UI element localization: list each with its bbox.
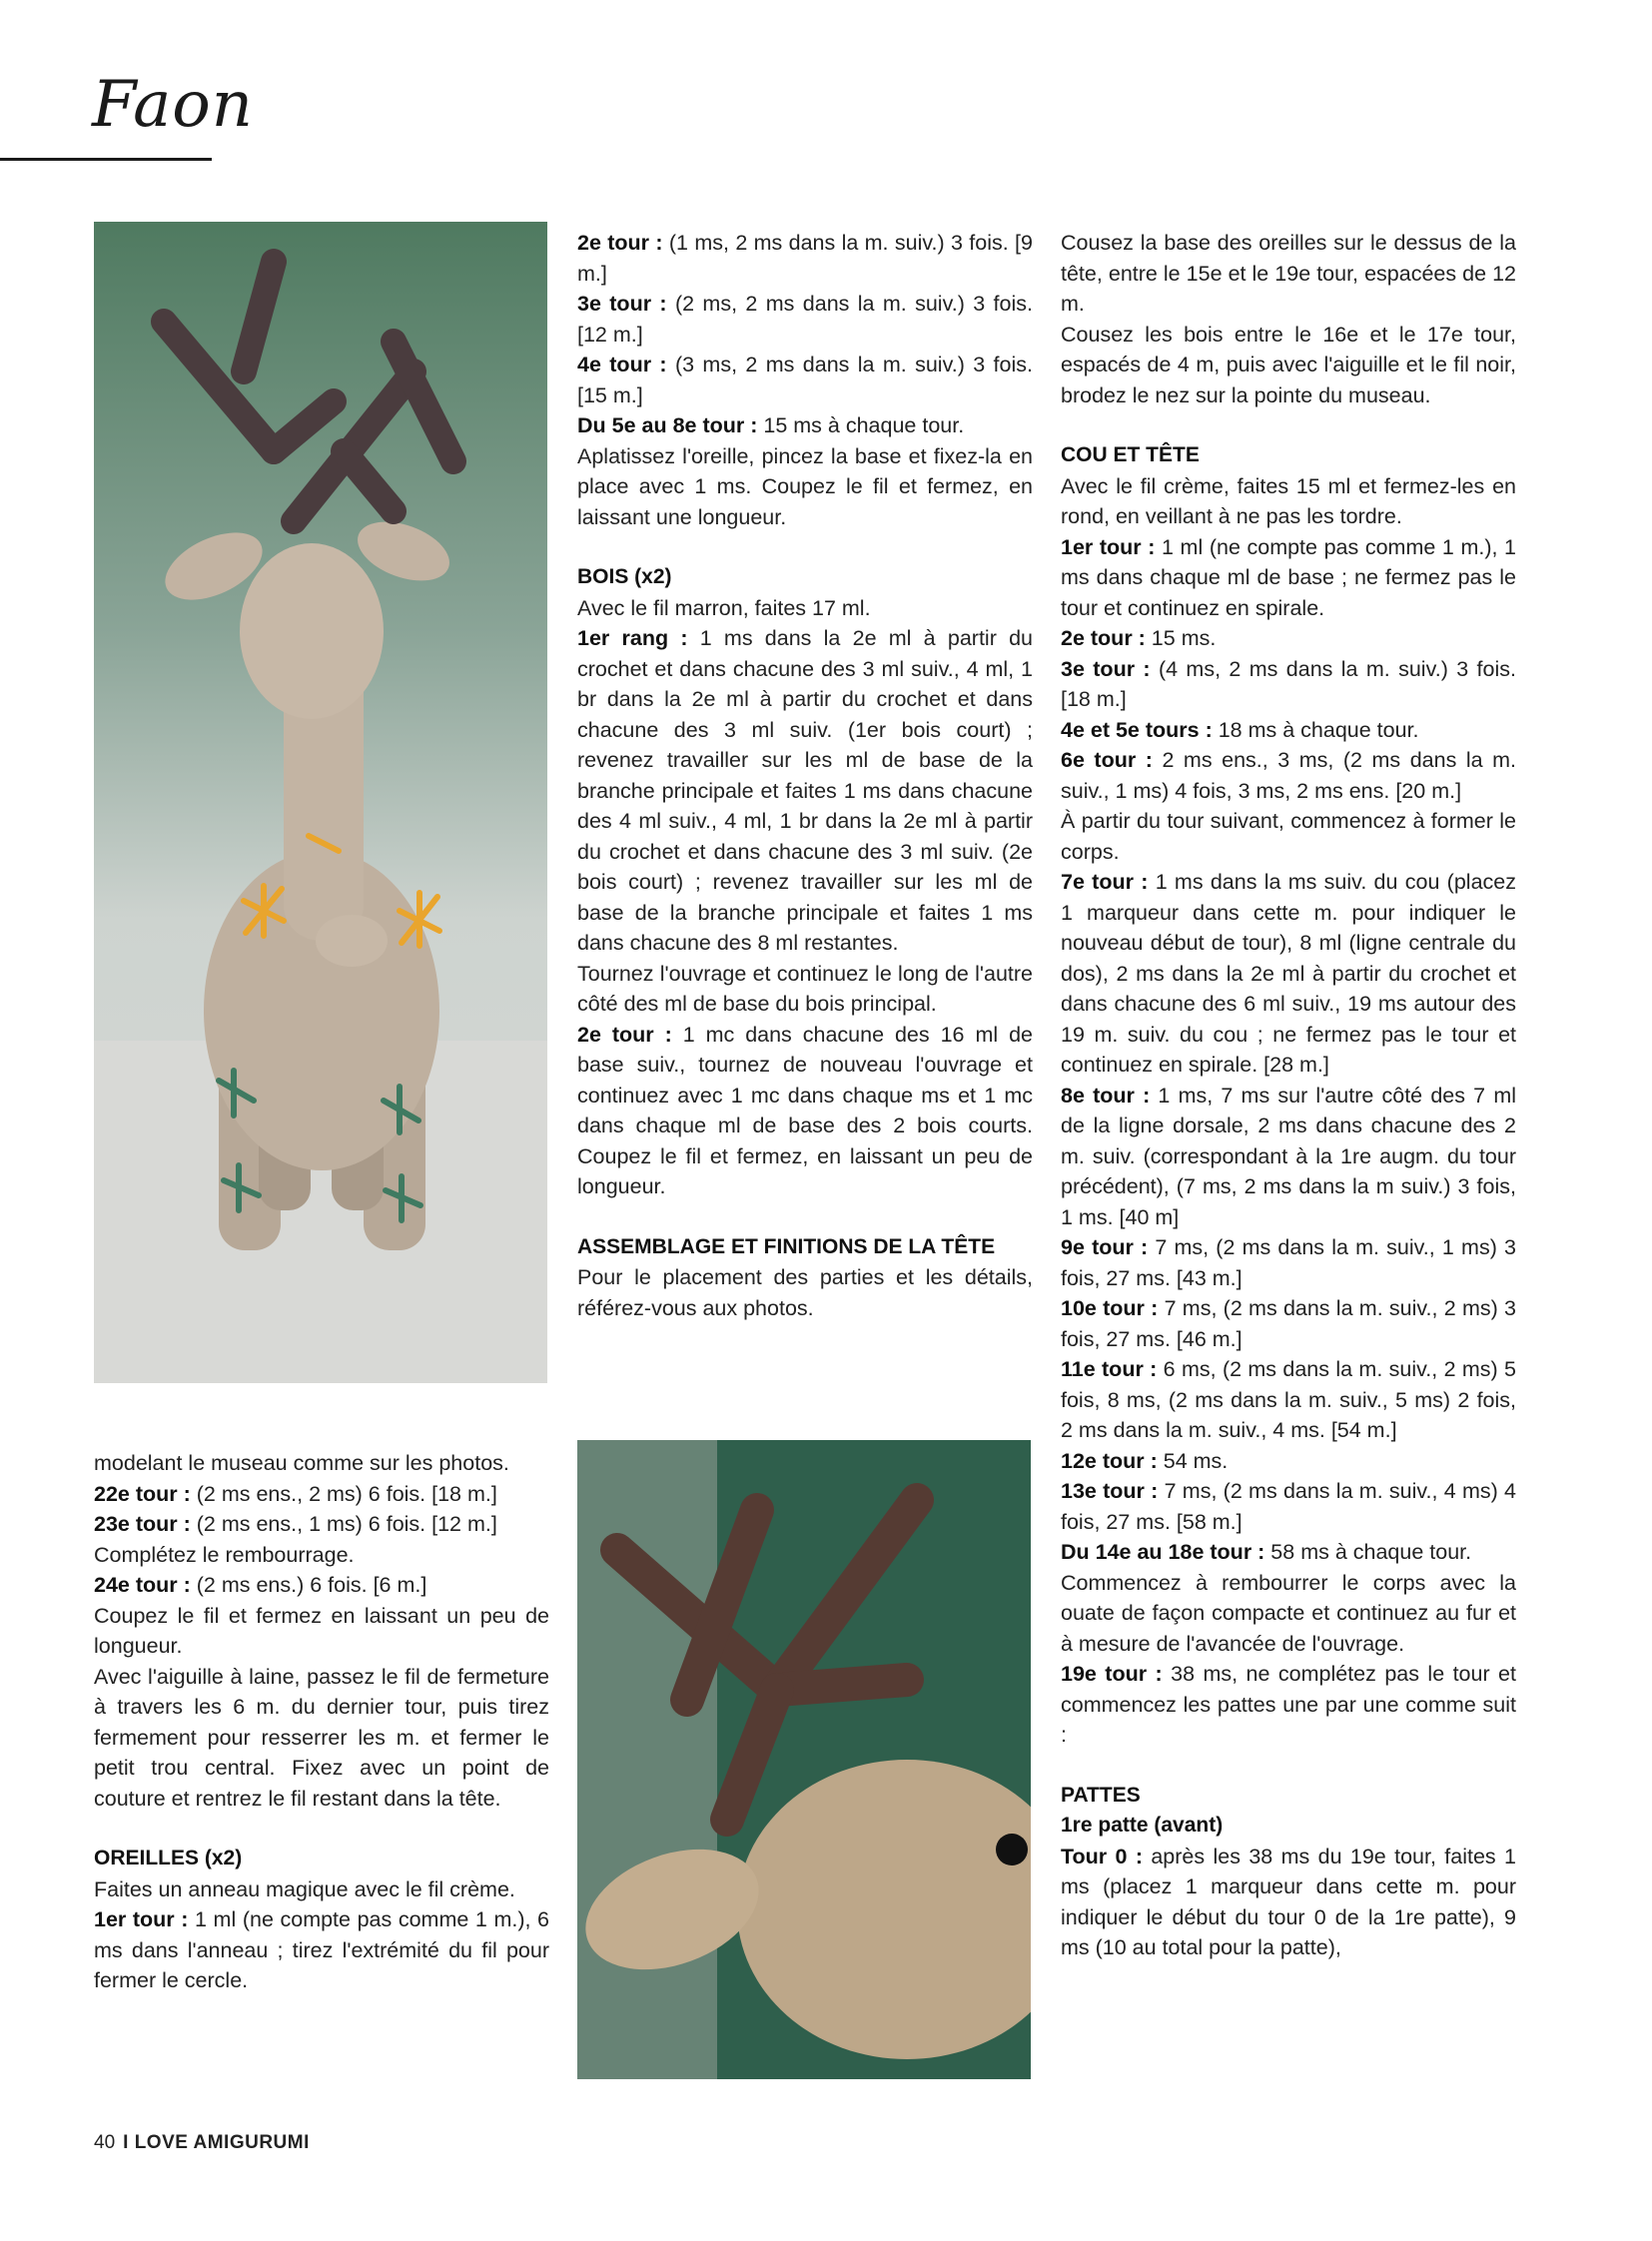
text-column-3: [1061, 228, 1516, 1963]
section-heading: COU ET TÊTE: [1061, 443, 1200, 466]
instruction-paragraph: [1061, 1842, 1516, 1963]
instruction-label: Du 5e au 8e tour :: [577, 413, 758, 437]
instruction-text: Pour le placement des parties et les détails, référez-vous aux photos.: [577, 1265, 1033, 1320]
instruction-label: 1er rang :: [577, 626, 688, 650]
instruction-label: 8e tour :: [1061, 1083, 1151, 1108]
instruction-text: 1 ms, 7 ms sur l'autre côté des 7 ml de la ligne dorsale, 2 ms dans chacune des 2 m. suiv. (correspondant à la 1re augm. du tour précédent), (7 ms, 2 ms dans la m suiv.) 3 fois, 1 ms. [40 m]: [1061, 1083, 1516, 1229]
instruction-label: 1er tour :: [1061, 534, 1156, 559]
instruction-paragraph: [577, 593, 1033, 624]
instruction-paragraph: [1061, 532, 1516, 624]
instruction-text: 38 ms, ne complétez pas le tour et commencez les pattes une par une comme suit :: [1061, 1662, 1516, 1747]
instruction-text: 15 ms à chaque tour.: [757, 413, 965, 437]
paragraph-gap: [577, 1202, 1033, 1232]
instruction-paragraph: [1061, 1568, 1516, 1660]
main-photo: [94, 222, 547, 1383]
instruction-text: Cousez la base des oreilles sur le dessus de la tête, entre le 15e et le 19e tour, espacées de 12 m.: [1061, 231, 1516, 316]
instruction-text: après les 38 ms du 19e tour, faites 1 ms (placez 1 marqueur dans cette m. pour indiquer le début du tour 0 de la 1re patte), 9 ms (10 au total pour la patte),: [1061, 1844, 1516, 1959]
instruction-paragraph: [94, 1509, 549, 1540]
instruction-text: Avec le fil marron, faites 17 ml.: [577, 595, 871, 620]
paragraph-gap: [577, 532, 1033, 562]
section-heading: OREILLES (x2): [94, 1847, 243, 1869]
instruction-paragraph: [1061, 228, 1516, 320]
instruction-text: Coupez le fil et fermez en laissant un peu de longueur.: [94, 1603, 549, 1658]
instruction-label: 10e tour :: [1061, 1296, 1159, 1320]
fawn-illustration: [94, 222, 547, 1383]
instruction-label: 22e tour :: [94, 1481, 191, 1506]
instruction-text: (2 ms ens., 1 ms) 6 fois. [12 m.]: [190, 1512, 497, 1536]
instruction-text: Commencez à rembourrer le corps avec la ouate de façon compacte et continuez au fur et à mesure de l'avancée de l'ouvrage.: [1061, 1570, 1516, 1656]
instruction-paragraph: [1061, 1354, 1516, 1446]
instruction-text: 1 ml (ne compte pas comme 1 m.), 6 ms dans l'anneau ; tirez l'extrémité du fil pour fermer le cercle.: [94, 1907, 550, 1992]
instruction-paragraph: [94, 1479, 549, 1510]
instruction-label: 3e tour :: [577, 292, 667, 316]
instruction-label: Du 14e au 18e tour :: [1061, 1540, 1265, 1564]
instruction-text: Cousez les bois entre le 16e et le 17e tour, espacés de 4 m, puis avec l'aiguille et le fil noir, brodez le nez sur la pointe du museau.: [1061, 322, 1516, 407]
instruction-paragraph: [94, 1570, 549, 1601]
instruction-paragraph: [577, 959, 1033, 1020]
instruction-paragraph: [577, 289, 1033, 350]
instruction-text: 1 ms dans la 2e ml à partir du crochet et dans chacune des 3 ml suiv., 4 ml, 1 br dans la 2e ml à partir du crochet et dans chacune des 3 ml suiv. (1er bois court) ; revenez travailler sur les ml de base de la branche principale et faites 1 ms dans chacune des 4 ml suiv., 4 ml, 1 br dans la 2e ml à partir du crochet et dans chacune des 3 ml suiv. (2e bois court) ; revenez travailler sur les ml de base de la branche principale et faites 1 ms dans chacune des 8 ml restantes.: [577, 626, 1033, 955]
page-number: 40: [94, 2132, 116, 2153]
instruction-label: 3e tour :: [1061, 656, 1151, 681]
instruction-paragraph: [94, 1601, 549, 1662]
page-footer: [94, 2132, 310, 2154]
text-column-1: [94, 1448, 549, 1996]
instruction-paragraph: [577, 1262, 1033, 1323]
instruction-text: Aplatissez l'oreille, pincez la base et fixez-la en place avec 1 ms. Coupez le fil et fermez, en laissant une longueur.: [577, 443, 1033, 529]
instruction-label: 2e tour :: [577, 1022, 672, 1047]
instruction-text: (4 ms, 2 ms dans la m. suiv.) 3 fois. [18 m.]: [1061, 656, 1516, 711]
paragraph-gap: [94, 1814, 549, 1844]
detail-photo: [577, 1440, 1031, 2079]
instruction-label: 4e et 5e tours :: [1061, 717, 1213, 742]
instruction-paragraph: [577, 228, 1033, 289]
instruction-paragraph: [577, 1020, 1033, 1202]
instruction-paragraph: [1061, 1659, 1516, 1751]
instruction-label: 12e tour :: [1061, 1448, 1158, 1473]
instruction-paragraph: [1061, 1081, 1516, 1233]
section-heading: BOIS (x2): [577, 565, 672, 588]
instruction-paragraph: [1061, 1537, 1516, 1568]
magazine-name: I LOVE AMIGURUMI: [123, 2132, 310, 2153]
instruction-paragraph: [1061, 745, 1516, 806]
instruction-text: Faites un anneau magique avec le fil crème.: [94, 1876, 515, 1901]
instruction-text: 1 mc dans chacune des 16 ml de base suiv., tournez de nouveau l'ouvrage et continuez avec 1 mc dans chaque ms et 1 mc dans chaque ml de base des 2 bois courts. Coupez le fil et fermez, en laissant un peu de longueur.: [577, 1022, 1033, 1198]
section-heading: ASSEMBLAGE ET FINITIONS DE LA TÊTE: [577, 1234, 996, 1258]
page-title: Faon: [92, 68, 254, 142]
instruction-paragraph: [1061, 623, 1516, 654]
instruction-text: Avec le fil crème, faites 15 ml et fermez-les en rond, en veillant à ne pas les tordre.: [1061, 473, 1516, 528]
instruction-text: (2 ms ens., 2 ms) 6 fois. [18 m.]: [190, 1481, 497, 1506]
instruction-paragraph: [1061, 806, 1516, 867]
instruction-text: Tournez l'ouvrage et continuez le long de l'autre côté des ml de base du bois principal.: [577, 961, 1033, 1016]
instruction-label: 7e tour :: [1061, 870, 1149, 894]
instruction-paragraph: [1061, 320, 1516, 411]
instruction-paragraph: [1061, 1293, 1516, 1354]
instruction-label: 19e tour :: [1061, 1662, 1163, 1686]
instruction-label: 24e tour :: [94, 1573, 191, 1597]
instruction-text: (1 ms, 2 ms dans la m. suiv.) 3 fois. [9 m.]: [577, 231, 1033, 286]
instruction-label: 4e tour :: [577, 353, 667, 376]
instruction-paragraph: [94, 1874, 549, 1905]
instruction-label: 2e tour :: [577, 231, 663, 255]
instruction-label: Tour 0 :: [1061, 1844, 1143, 1868]
instruction-text: Avec l'aiguille à laine, passez le fil de fermeture à travers les 6 m. du dernier tour, puis tirez fermement pour resserrer les m. et fermer le petit trou central. Fixez avec un point de couture et rentrez le fil restant dans la tête.: [94, 1664, 549, 1811]
instruction-label: 2e tour :: [1061, 626, 1146, 650]
instruction-text: 7 ms, (2 ms dans la m. suiv., 1 ms) 3 fois, 27 ms. [43 m.]: [1061, 1235, 1516, 1290]
instruction-label: 13e tour :: [1061, 1479, 1159, 1503]
instruction-text: (2 ms ens.) 6 fois. [6 m.]: [190, 1573, 427, 1597]
instruction-paragraph: [1061, 1446, 1516, 1477]
instruction-paragraph: [94, 1662, 549, 1815]
instruction-text: (3 ms, 2 ms dans la m. suiv.) 3 fois. [15 m.]: [577, 353, 1033, 407]
paragraph-gap: [1061, 410, 1516, 440]
title-rule: [0, 158, 212, 161]
instruction-text: À partir du tour suivant, commencez à former le corps.: [1061, 809, 1516, 864]
instruction-text: 18 ms à chaque tour.: [1212, 717, 1419, 742]
instruction-paragraph: [1061, 715, 1516, 746]
instruction-paragraph: [94, 1904, 549, 1996]
instruction-paragraph: [577, 623, 1033, 959]
instruction-label: 11e tour :: [1061, 1357, 1158, 1381]
instruction-label: 9e tour :: [1061, 1235, 1149, 1259]
instruction-text: 6 ms, (2 ms dans la m. suiv., 2 ms) 5 fois, 8 ms, (2 ms dans la m. suiv., 5 ms) 2 fois, 2 ms dans la m. suiv., 4 ms. [54 m.]: [1061, 1357, 1516, 1442]
instruction-paragraph: [577, 410, 1033, 441]
text-column-2: [577, 228, 1033, 1323]
instruction-paragraph: [94, 1448, 549, 1479]
instruction-paragraph: [1061, 654, 1516, 715]
section-heading: 1re patte (avant): [1061, 1814, 1224, 1837]
instruction-text: 54 ms.: [1157, 1448, 1229, 1473]
instruction-paragraph: [1061, 867, 1516, 1081]
fawn-head-illustration: [577, 1440, 1031, 2079]
instruction-text: 58 ms à chaque tour.: [1264, 1540, 1472, 1564]
instruction-paragraph: [577, 441, 1033, 533]
instruction-paragraph: [1061, 1232, 1516, 1293]
instruction-paragraph: [1061, 1476, 1516, 1537]
instruction-paragraph: [94, 1540, 549, 1571]
instruction-text: 7 ms, (2 ms dans la m. suiv., 2 ms) 3 fois, 27 ms. [46 m.]: [1061, 1296, 1516, 1351]
instruction-text: 1 ms dans la ms suiv. du cou (placez 1 marqueur dans cette m. pour indiquer le nouveau début de tour), 8 ml (ligne centrale du dos), 2 ms dans la 2e ml à partir du crochet et dans chacune des 6 ml suiv., 19 ms autour des 19 m. suiv. du cou ; ne fermez pas le tour et continuez en spirale. [28 m.]: [1061, 870, 1516, 1077]
instruction-text: 7 ms, (2 ms dans la m. suiv., 4 ms) 4 fois, 27 ms. [58 m.]: [1061, 1479, 1516, 1534]
instruction-label: 23e tour :: [94, 1512, 191, 1536]
instruction-paragraph: [1061, 471, 1516, 532]
instruction-label: 1er tour :: [94, 1907, 189, 1931]
instruction-text: modelant le museau comme sur les photos.: [94, 1451, 509, 1475]
instruction-text: 15 ms.: [1145, 626, 1217, 650]
instruction-paragraph: [577, 350, 1033, 410]
instruction-text: 2 ms ens., 3 ms, (2 ms dans la m. suiv., 1 ms) 4 fois, 3 ms, 2 ms ens. [20 m.]: [1061, 748, 1516, 803]
instruction-label: 6e tour :: [1061, 748, 1153, 772]
section-heading: PATTES: [1061, 1783, 1141, 1807]
instruction-text: 1 ml (ne compte pas comme 1 m.), 1 ms dans chaque ml de base ; ne fermez pas le tour et continuez en spirale.: [1061, 534, 1517, 620]
paragraph-gap: [1061, 1751, 1516, 1781]
instruction-text: (2 ms, 2 ms dans la m. suiv.) 3 fois. [12 m.]: [577, 292, 1033, 347]
instruction-text: Complétez le rembourrage.: [94, 1542, 355, 1567]
